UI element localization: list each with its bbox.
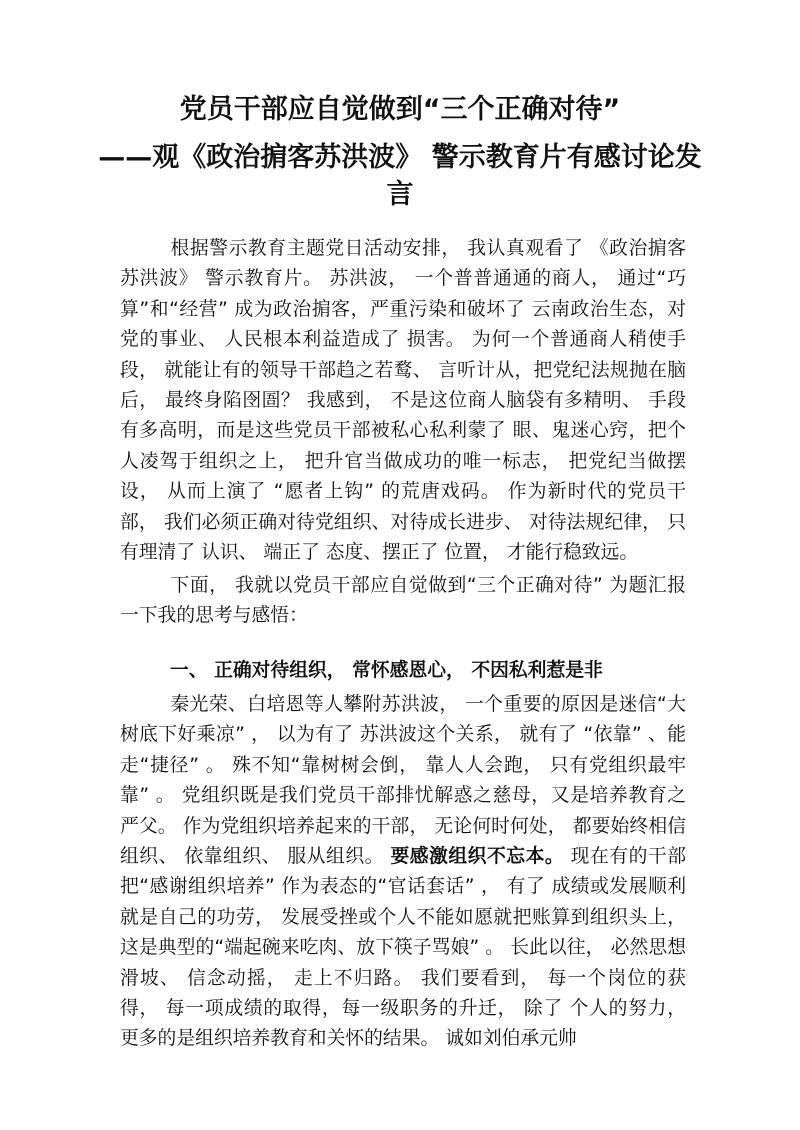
transition-paragraph-text: 下面， 我就以党员干部应自觉做到“三个正确对待” 为题汇报一下我的思考与感悟： xyxy=(120,575,686,627)
section-1-text-a: 秦光荣、白培恩等人攀附苏洪波， 一个重要的原因是迷信“大树底下好乘凉” ， 以为有了 苏洪波这个关系， 就有了 “依靠” 、能走“捷径” 。 殊不知“靠树树会倒， 靠人人会跑， 只有党组织最牢靠” 。 党组织既是我们党员干部排忧解惑之慈母，又是培养教育之严父。 作为党组织培养起来的干部， 无论何时何处， 都要始终相信组织、 依靠组织、 服从组织。 xyxy=(120,694,686,868)
intro-paragraph xyxy=(120,234,686,568)
intro-paragraph-text: 根据警示教育主题党日活动安排， 我认真观看了 《政治掮客苏洪波》 警示教育片。 苏洪波， 一个普普通通的商人， 通过“巧算”和“经营” 成为政治掮客，严重污染和破坏了 云南政治生态，对党的事业、 人民根本利益造成了 损害。 为何一个普通商人稍使手段， 就能让有的领导干部趋之若鹜、 言听计从，把党纪法规抛在脑后， 最终身陷囹圄？ 我感到， 不是这位商人脑袋有多精明、 手段有多高明，而是这些党员干部被私心私利蒙了 眼、鬼迷心窍，把个人凌驾于组织之上， 把升官当做成功的唯一标志， 把党纪当做摆设， 从而上演了 “愿者上钩” 的荒唐戏码。 作为新时代的党员干部， 我们必须正确对待党组织、对待成长进步、 对待法规纪律， 只有理清了 认识、 端正了 态度、摆正了 位置， 才能行稳致远。 xyxy=(120,238,686,564)
document-subtitle-continued: 言 xyxy=(386,179,414,210)
section-heading-1: 一、 正确对待组织， 常怀感恩心， 不因私利惹是非 xyxy=(170,660,603,681)
document-subtitle: ——观《政治掮客苏洪波》 警示教育片有感讨论发 xyxy=(98,142,702,173)
transition-paragraph xyxy=(120,571,686,632)
document-title: 党员干部应自觉做到“三个正确对待” xyxy=(179,94,621,125)
section-1-text-b: 现在有的干部把“感谢组织培养” 作为表态的“官话套话” ， 有了 成绩或发展顺利就是自己的功劳， 发展受挫或个人不能如愿就把账算到组织头上， 这是典型的“端起碗来吃肉、放下筷子骂娘” 。 长此以往， 必然思想滑坡、 信念动摇， 走上不归路。 我们要看到， 每一个岗位的获得， 每一项成绩的取得，每一级职务的升迁， 除了 个人的努力， 更多的是组织培养教育和关怀的结果。 诚如刘伯承元帅 xyxy=(120,846,686,1050)
section-1-emphasis: 要感激组织不忘本。 xyxy=(390,846,565,868)
section-1-paragraph xyxy=(120,690,686,1055)
